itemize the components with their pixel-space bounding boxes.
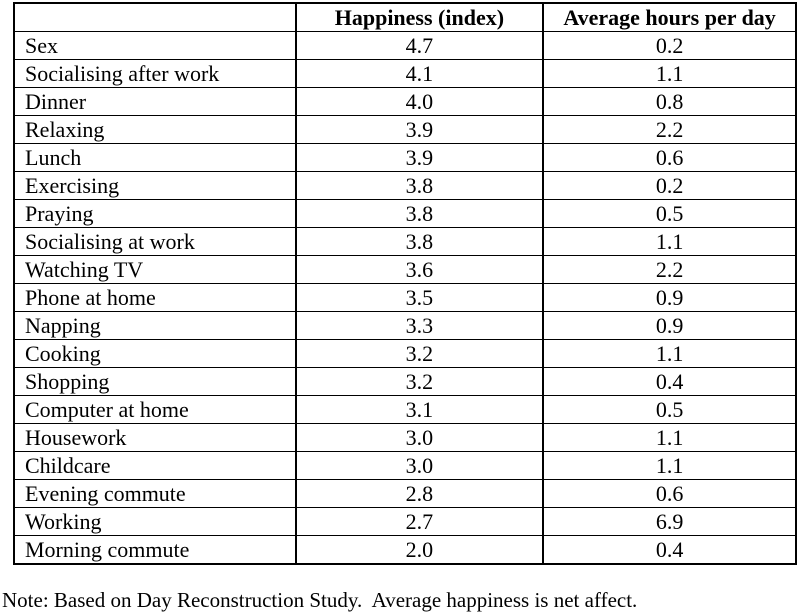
activity-cell: Praying: [14, 200, 296, 228]
activity-cell: Lunch: [14, 144, 296, 172]
activity-cell: Shopping: [14, 368, 296, 396]
activity-cell: Watching TV: [14, 256, 296, 284]
happiness-cell: 3.0: [296, 452, 544, 480]
happiness-cell: 3.0: [296, 424, 544, 452]
happiness-cell: 3.3: [296, 312, 544, 340]
table-row: [14, 172, 796, 200]
activity-cell: Childcare: [14, 452, 296, 480]
hours-cell: 2.2: [543, 256, 796, 284]
hours-cell: 1.1: [543, 340, 796, 368]
table-row: [14, 228, 796, 256]
hours-cell: 0.2: [543, 32, 796, 60]
table-row: [14, 32, 796, 60]
table-row: [14, 396, 796, 424]
table-row: [14, 536, 796, 565]
activity-cell: Cooking: [14, 340, 296, 368]
header-row: [14, 3, 796, 32]
table-row: [14, 368, 796, 396]
activity-cell: Morning commute: [14, 536, 296, 565]
table-row: [14, 88, 796, 116]
activity-cell: Computer at home: [14, 396, 296, 424]
hours-cell: 0.6: [543, 480, 796, 508]
activity-cell: Napping: [14, 312, 296, 340]
hours-cell: 0.4: [543, 536, 796, 565]
hours-cell: 1.1: [543, 228, 796, 256]
hours-cell: 0.2: [543, 172, 796, 200]
hours-cell: 0.4: [543, 368, 796, 396]
hours-cell: 0.9: [543, 312, 796, 340]
hours-cell: 2.2: [543, 116, 796, 144]
activity-cell: Housework: [14, 424, 296, 452]
activity-cell: Phone at home: [14, 284, 296, 312]
activity-cell: Evening commute: [14, 480, 296, 508]
col-header-activity: [14, 3, 296, 32]
activity-cell: Sex: [14, 32, 296, 60]
table-row: [14, 340, 796, 368]
activity-cell: Working: [14, 508, 296, 536]
table-row: [14, 144, 796, 172]
happiness-cell: 4.1: [296, 60, 544, 88]
happiness-activities-table: [13, 2, 797, 565]
table-note: Note: Based on Day Reconstruction Study. Average happiness is net affect.: [2, 588, 638, 612]
table-row: [14, 256, 796, 284]
table-row: [14, 284, 796, 312]
hours-cell: 1.1: [543, 452, 796, 480]
happiness-cell: 4.0: [296, 88, 544, 116]
hours-cell: 0.8: [543, 88, 796, 116]
hours-cell: 0.9: [543, 284, 796, 312]
happiness-cell: 3.2: [296, 368, 544, 396]
happiness-cell: 3.8: [296, 228, 544, 256]
happiness-cell: 3.2: [296, 340, 544, 368]
hours-cell: 1.1: [543, 60, 796, 88]
happiness-cell: 3.5: [296, 284, 544, 312]
hours-cell: 1.1: [543, 424, 796, 452]
activity-cell: Exercising: [14, 172, 296, 200]
happiness-cell: 3.8: [296, 200, 544, 228]
happiness-cell: 2.8: [296, 480, 544, 508]
table-row: [14, 200, 796, 228]
col-header-happiness-index: Happiness (index): [296, 3, 544, 32]
happiness-cell: 2.7: [296, 508, 544, 536]
activity-cell: Dinner: [14, 88, 296, 116]
happiness-cell: 3.1: [296, 396, 544, 424]
happiness-cell: 2.0: [296, 536, 544, 565]
col-header-average-hours: Average hours per day: [543, 3, 796, 32]
happiness-cell: 3.8: [296, 172, 544, 200]
table-row: [14, 480, 796, 508]
table-row: [14, 116, 796, 144]
hours-cell: 0.5: [543, 396, 796, 424]
hours-cell: 0.6: [543, 144, 796, 172]
hours-cell: 0.5: [543, 200, 796, 228]
table-row: [14, 452, 796, 480]
happiness-cell: 3.9: [296, 144, 544, 172]
table-row: [14, 424, 796, 452]
happiness-cell: 4.7: [296, 32, 544, 60]
happiness-cell: 3.9: [296, 116, 544, 144]
activity-cell: Socialising after work: [14, 60, 296, 88]
happiness-cell: 3.6: [296, 256, 544, 284]
table-row: [14, 508, 796, 536]
activity-cell: Relaxing: [14, 116, 296, 144]
table-body: [14, 32, 796, 565]
table-row: [14, 60, 796, 88]
hours-cell: 6.9: [543, 508, 796, 536]
table-row: [14, 312, 796, 340]
activity-cell: Socialising at work: [14, 228, 296, 256]
